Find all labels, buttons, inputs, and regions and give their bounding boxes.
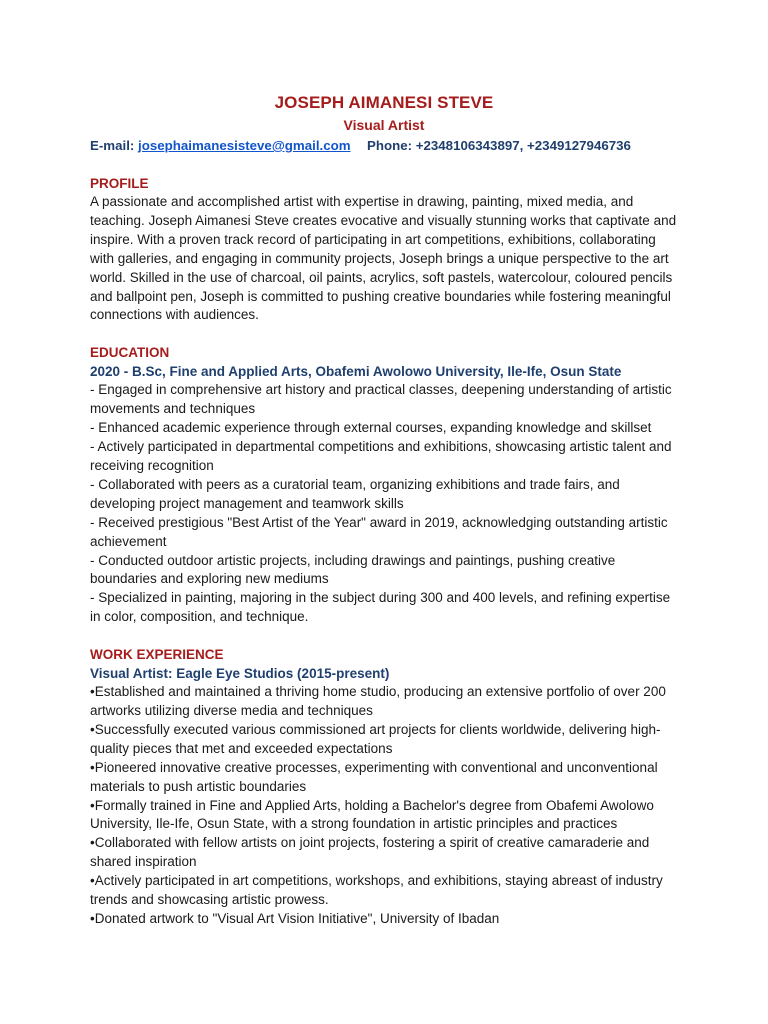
work-item: •Established and maintained a thriving home studio, producing an extensive portfolio of over 200 artworks utilizing diverse media and techniques [90, 684, 666, 719]
resume-name: JOSEPH AIMANESI STEVE [274, 93, 494, 112]
work-heading: WORK EXPERIENCE [90, 647, 224, 663]
education-item: - Collaborated with peers as a curatorial team, organizing exhibitions and trade fairs, and developing project management and teamwork skills [90, 476, 620, 511]
email-label: E-mail: [90, 138, 135, 153]
work-item: •Donated artwork to "Visual Art Vision Initiative", University of Ibadan [90, 911, 500, 926]
work-item: •Actively participated in art competitions, workshops, and exhibitions, staying abreast of industry trends and showcasing artistic prowess. [90, 873, 663, 908]
education-degree: 2020 - B.Sc, Fine and Applied Arts, Obafemi Awolowo University, Ile-Ife, Osun State [90, 364, 622, 380]
work-item: •Successfully executed various commissioned art projects for clients worldwide, delivering high-quality pieces that met and exceeded expectations [90, 721, 661, 756]
education-heading: EDUCATION [90, 345, 170, 361]
education-item: - Received prestigious "Best Artist of the Year" award in 2019, acknowledging outstanding artistic achievement [90, 514, 668, 549]
education-item: - Conducted outdoor artistic projects, including drawings and paintings, pushing creative boundaries and exploring new mediums [90, 552, 616, 587]
resume-role: Visual Artist [343, 117, 425, 133]
phone-numbers: +2348106343897, +2349127946736 [415, 138, 631, 153]
work-item: •Formally trained in Fine and Applied Arts, holding a Bachelor's degree from Obafemi Awolowo University, Ile-Ife, Osun State, with a strong foundation in artistic principles and practices [90, 797, 654, 832]
education-item: - Actively participated in departmental competitions and exhibitions, showcasing artistic talent and receiving recognition [90, 439, 672, 473]
phone-label: Phone: [366, 138, 413, 153]
profile-text: A passionate and accomplished artist with expertise in drawing, painting, mixed media, and teaching. Joseph Aimanesi Steve creates evocative and visually stunning works that captivate and inspire. With a proven track record of participating in art competitions, exhibitions, collaborating with galleries, and engaging in community projects, Joseph brings a unique perspective to the art world. Skilled in the use of charcoal, oil paints, acrylics, soft pastels, watercolour, coloured pencils and ballpoint pen, Joseph is committed to pushing creative boundaries while fostering meaningful connections with audiences. [90, 194, 677, 323]
profile-heading: PROFILE [90, 176, 149, 191]
email-link[interactable]: josephaimanesisteve@gmail.com [138, 138, 351, 153]
work-item: •Collaborated with fellow artists on joint projects, fostering a spirit of creative camaraderie and shared inspiration [90, 835, 650, 870]
education-item: - Engaged in comprehensive art history and practical classes, deepening understanding of artistic movements and techniques [90, 382, 672, 417]
work-item: •Pioneered innovative creative processes, experimenting with conventional and unconventional materials to push artistic boundaries [90, 759, 658, 794]
education-item: - Specialized in painting, majoring in the subject during 300 and 400 levels, and refining expertise in color, composition, and technique. [90, 590, 671, 625]
contact-line [90, 136, 678, 156]
work-position: Visual Artist: Eagle Eye Studios (2015-present) [90, 666, 390, 682]
education-item: - Enhanced academic experience through external courses, expanding knowledge and skillset [90, 420, 652, 436]
